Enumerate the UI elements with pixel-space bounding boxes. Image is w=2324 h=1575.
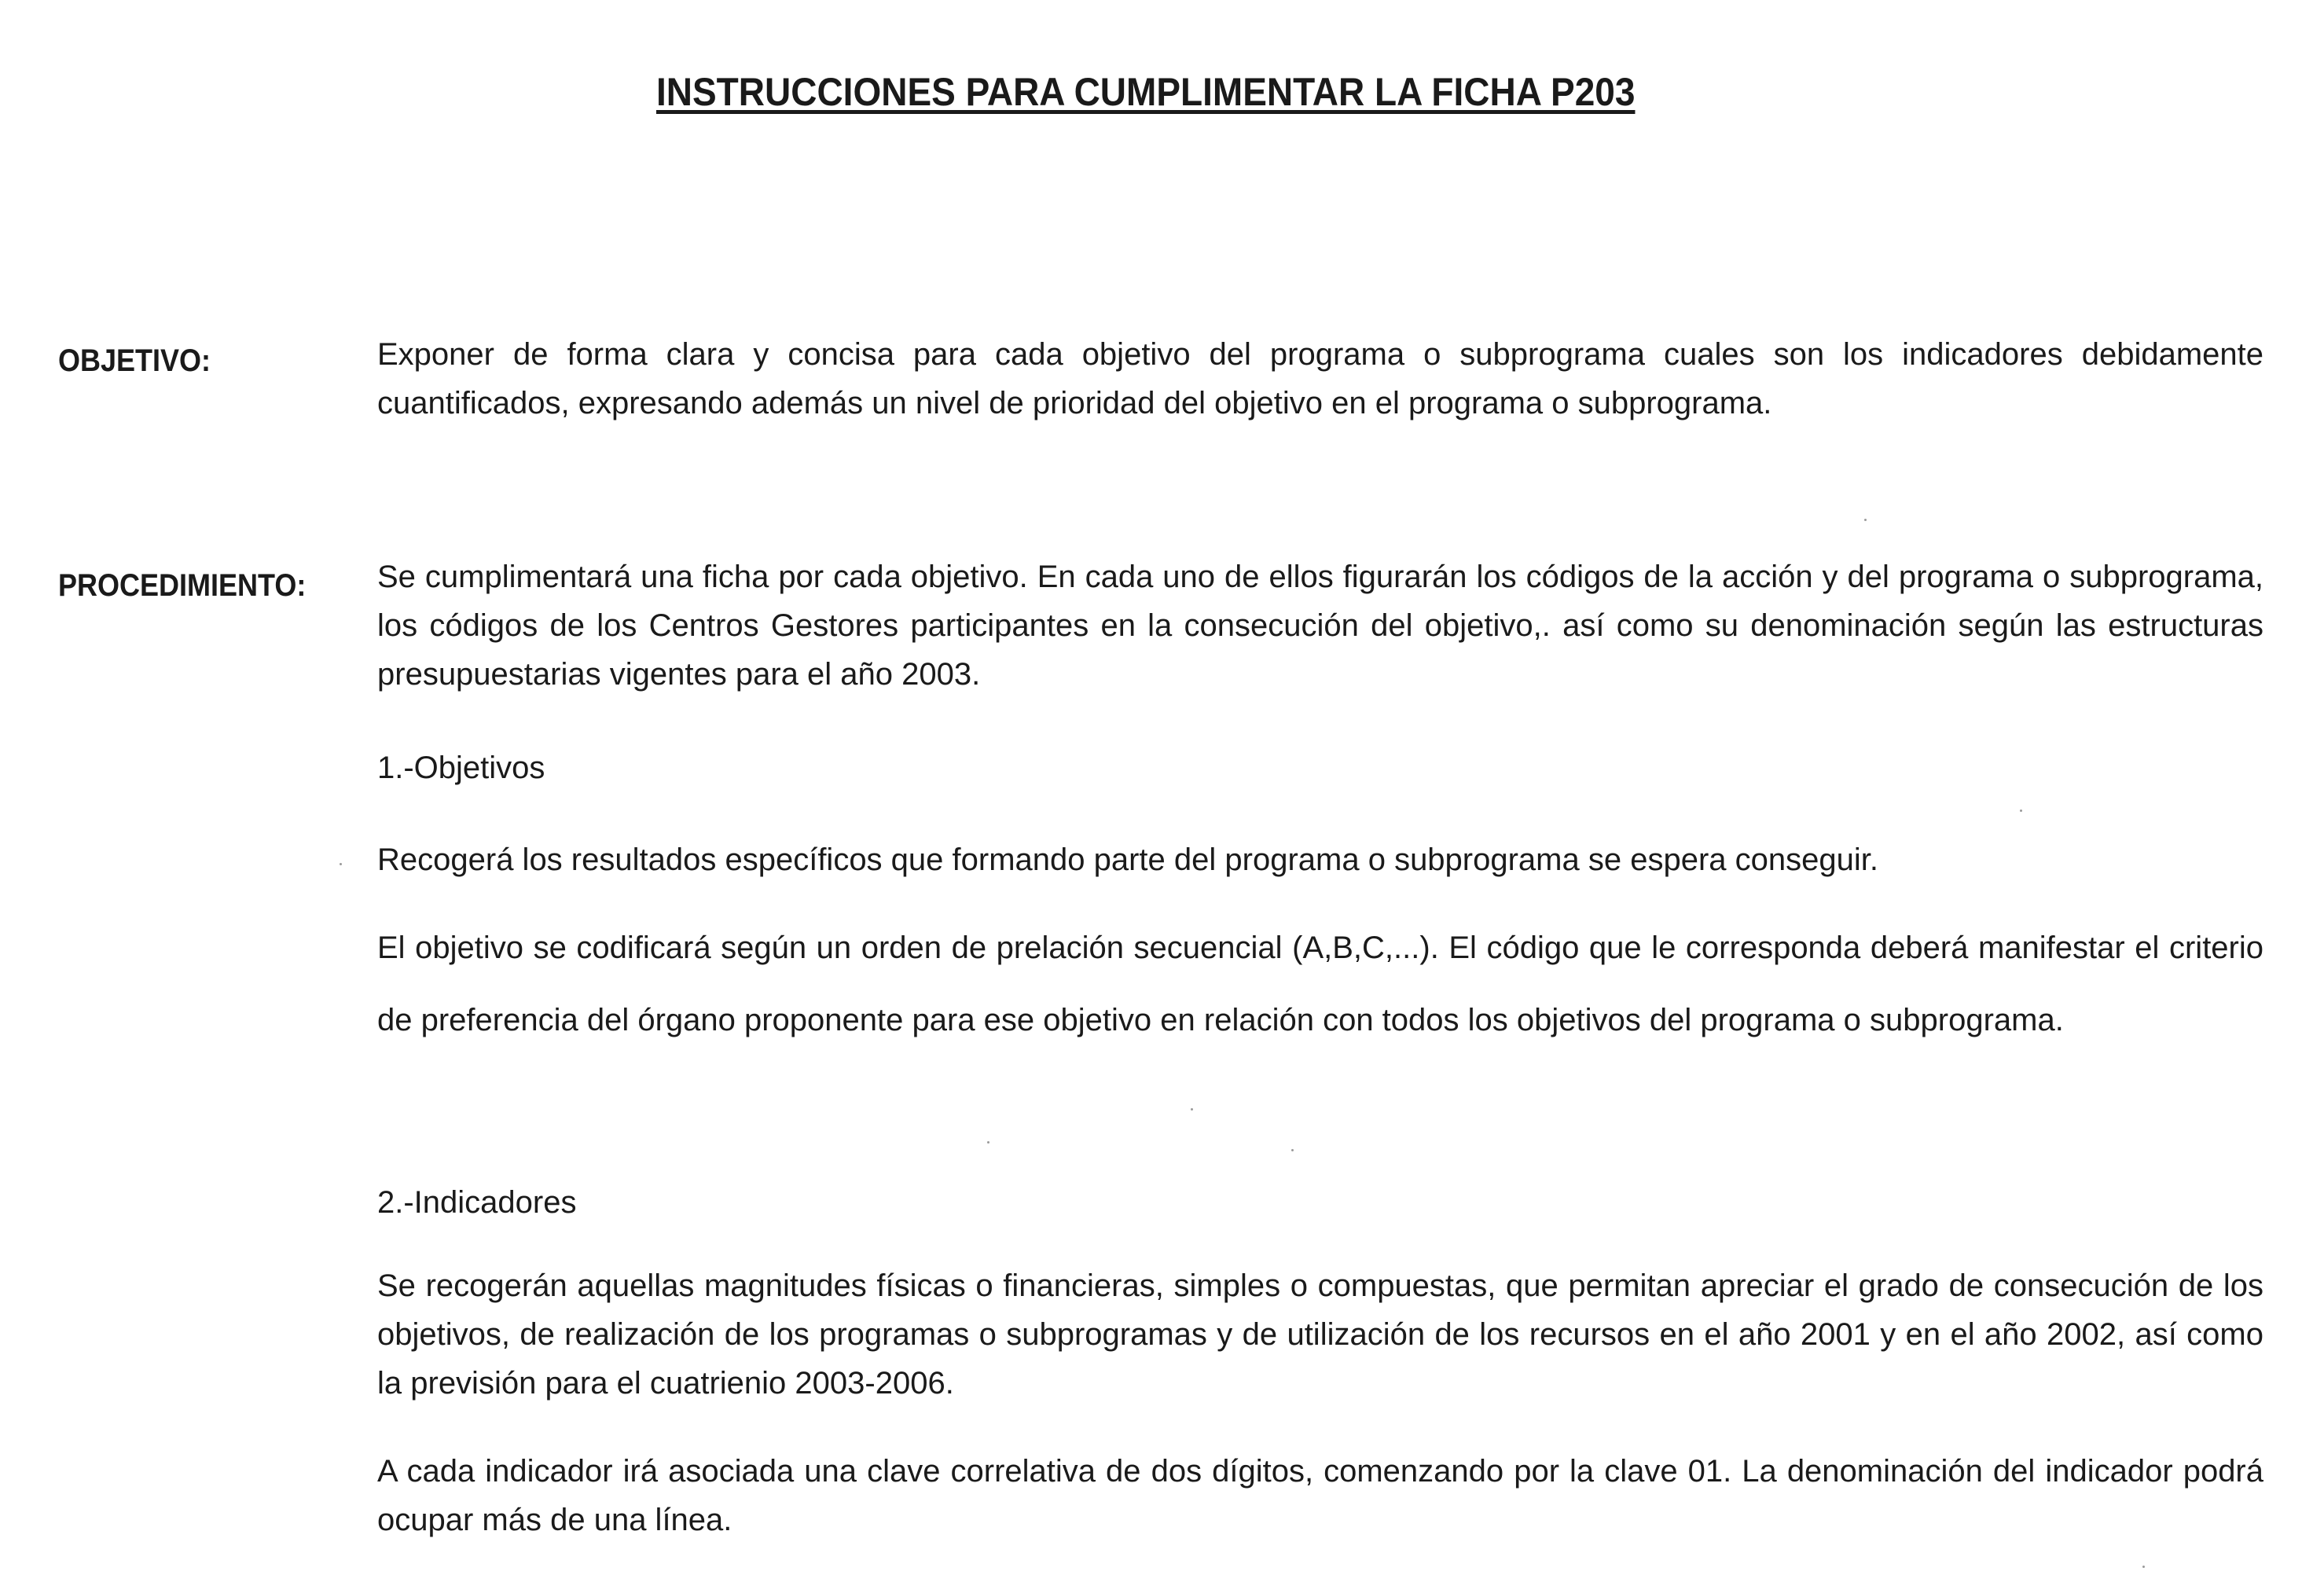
indicadores-paragraph-1: Se recogerán aquellas magnitudes físicas o financieras, simples o compuestas, que permitan apreciar el grado de consecución de los objetivos, de realización de los programas o subprogramas y de utilización de los recursos en el año 2001 y en el año 2002, así como la previsión para el cuatrienio 2003-2006. — [377, 1268, 2263, 1401]
indicadores-paragraph-2: A cada indicador irá asociada una clave correlativa de dos dígitos, comenzando por la clave 01. La denominación del indicador podrá ocupar más de una línea. — [377, 1454, 2263, 1537]
scan-speck — [1191, 1108, 1193, 1111]
objetivos-paragraph-1: Recogerá los resultados específicos que formando parte del programa o subprograma se espera conseguir. — [377, 843, 1878, 877]
scan-speck — [2142, 1566, 2145, 1568]
objetivo-label: OBJETIVO: — [58, 343, 211, 378]
scan-speck — [1291, 1149, 1294, 1151]
objetivo-text: Exponer de forma clara y concisa para cada objetivo del programa o subprograma cuales son los indicadores debidamente cuantificados, expresando además un nivel de prioridad del objetivo en el programa o subprograma. — [377, 337, 2263, 420]
section-heading-objetivos: 1.-Objetivos — [377, 751, 545, 785]
scan-speck — [2020, 810, 2022, 812]
scan-speck — [340, 863, 342, 865]
objetivos-paragraph-2: El objetivo se codificará según un orden de prelación secuencial (A,B,C,...). El código que le corresponda deberá manifestar el criterio de preferencia del órgano proponente para ese objetivo en relación con todos los objetivos del programa o subprograma. — [377, 931, 2263, 1037]
procedimiento-intro: Se cumplimentará una ficha por cada objetivo. En cada uno de ellos figurarán los códigos de la acción y del programa o subprograma, los códigos de los Centros Gestores participantes en la consecución del objetivo,. así como su denominación según las estructuras presupuestarias vigentes para el año 2003. — [377, 560, 2263, 692]
section-heading-indicadores: 2.-Indicadores — [377, 1185, 577, 1220]
procedimiento-label: PROCEDIMIENTO: — [58, 568, 307, 603]
scan-speck — [1864, 519, 1867, 521]
scan-speck — [987, 1141, 989, 1144]
page-title: INSTRUCCIONES PARA CUMPLIMENTAR LA FICHA P203 — [656, 70, 1636, 114]
